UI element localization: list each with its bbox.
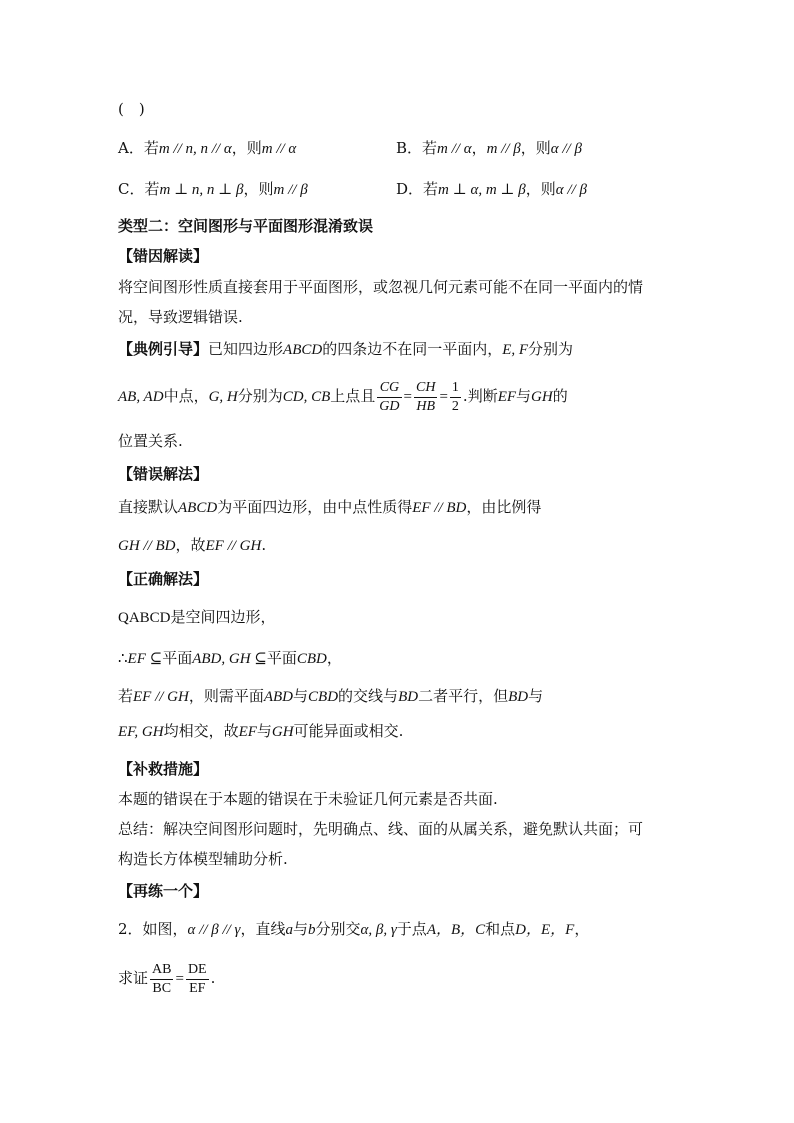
option-a-conclusion: m // α — [261, 141, 297, 157]
example-ef2: EF — [497, 389, 517, 405]
wrong-t5: . — [261, 536, 267, 554]
correct-l2-t2: 平面 — [266, 649, 297, 667]
options-row-1 — [118, 137, 754, 160]
correct-l3-t3: 与 — [293, 687, 309, 705]
example-heading: 【典例引导】 — [118, 340, 209, 358]
example-t9: 的 — [552, 387, 568, 405]
fraction-cg-num: CG — [377, 379, 401, 398]
correct-line4 — [118, 720, 754, 743]
example-t5: 分别为 — [237, 387, 283, 405]
practice-equals: = — [175, 971, 184, 987]
correct-l3-t2: ，则需平面 — [188, 687, 264, 705]
correct-l3-m1: EF // GH — [133, 689, 189, 705]
practice-t5: 于点 — [396, 920, 427, 938]
options-row-2 — [118, 178, 754, 201]
remedy-line2: 总结：解决空间图形问题时，先明确点、线、面的从属关系，避免默认共面；可 — [118, 820, 644, 838]
correct-l4-t2: 与 — [256, 722, 272, 740]
example-gh: G, H — [208, 389, 238, 405]
practice-t6: 和点 — [485, 920, 516, 938]
example-cdcb: CD, CB — [282, 389, 331, 405]
example-t2: 的四条边不在同一平面内， — [322, 340, 503, 358]
practice-t3: 与 — [293, 920, 309, 938]
correct-l2-t1: 平面 — [162, 649, 193, 667]
correct-l3-t5: 二者平行，但 — [418, 687, 509, 705]
example-t7: .判断 — [462, 387, 498, 405]
correct-l4-m1: EF, GH — [118, 724, 164, 740]
option-d-sep: ，则 — [525, 180, 556, 198]
example-line2 — [118, 376, 754, 417]
paren-text: ( ) — [118, 100, 145, 118]
example-t6: 上点且 — [330, 387, 376, 405]
practice-t7: ， — [574, 920, 590, 938]
example-gh2: GH — [531, 389, 553, 405]
option-b-conclusion: α // β — [550, 141, 582, 157]
fraction-half-den: 2 — [451, 398, 459, 414]
practice-m2: α, β, γ — [360, 922, 397, 938]
wrong-line1 — [118, 496, 754, 519]
example-line3: 位置关系. — [118, 432, 183, 450]
correct-l4-t3: 可能异面或相交. — [293, 722, 404, 740]
practice-heading: 【再练一个】 — [118, 882, 209, 900]
fraction-ab-bc — [150, 961, 173, 998]
option-a-math: m // n, n // α — [158, 141, 232, 157]
correct-l3-t6: 与 — [528, 687, 544, 705]
wrong-m2: GH // BD — [118, 538, 176, 554]
example-line1 — [118, 338, 754, 361]
option-d-conclusion: α // β — [555, 182, 587, 198]
practice-line-b: b — [308, 922, 316, 938]
fraction-ch-hb — [414, 379, 437, 416]
correct-l1-post: 是空间四边形， — [170, 608, 276, 626]
correct-l4-t1: 均相交，故 — [163, 722, 239, 740]
correct-l2-m3: CBD — [296, 651, 327, 667]
option-d — [396, 178, 587, 201]
error-reading-line1: 将空间图形性质直接套用于平面图形，或忽视几何元素可能不在同一平面内的情 — [118, 278, 644, 296]
option-d-math: m ⊥ α, m ⊥ β — [438, 182, 526, 198]
type2-title: 类型二：空间图形与平面图形混淆致误 — [118, 217, 374, 235]
example-ef: E, F — [502, 342, 529, 358]
correct-line2 — [118, 647, 754, 670]
practice-line-a: a — [285, 922, 293, 938]
correct-heading: 【正确解法】 — [118, 570, 209, 588]
wrong-t4: ，故 — [175, 536, 206, 554]
practice-m1: α // β // γ — [187, 922, 241, 938]
practice-points-def: D，E，F — [515, 922, 575, 938]
correct-l1-math: ABCD — [128, 610, 171, 626]
option-b-math1: m // α — [437, 141, 472, 157]
remedy-line3: 构造长方体模型辅助分析. — [118, 850, 288, 868]
option-a-sep: ，则 — [231, 139, 262, 157]
correct-l3-m5: BD — [508, 689, 529, 705]
wrong-heading: 【错误解法】 — [118, 465, 209, 483]
option-c-sep: ，则 — [243, 180, 274, 198]
option-c-label: C．若 — [118, 180, 160, 198]
fraction-de-num: DE — [186, 961, 209, 980]
practice-t9: . — [210, 969, 216, 987]
option-c-conclusion: m // β — [273, 182, 308, 198]
correct-l2-m1: EF ⊆ — [127, 651, 163, 667]
option-b-math2: m // β — [486, 141, 521, 157]
correct-l3-m2: ABD — [263, 689, 294, 705]
wrong-t2: 为平面四边形，由中点性质得 — [217, 498, 413, 516]
practice-points-abc: A，B，C — [426, 922, 486, 938]
option-a-label: A．若 — [118, 139, 159, 157]
wrong-m1: EF // BD — [412, 500, 467, 516]
correct-line1 — [118, 606, 754, 629]
remedy-heading: 【补救措施】 — [118, 760, 209, 778]
fraction-ch-num: CH — [414, 379, 437, 398]
equals-2: = — [439, 389, 448, 405]
correct-l3-m4: BD — [398, 689, 419, 705]
fraction-gd-den: GD — [379, 398, 400, 414]
option-b-label: B．若 — [396, 139, 438, 157]
practice-t2: ，直线 — [240, 920, 286, 938]
correct-l2-t3: ， — [326, 649, 342, 667]
option-b-sep1: ， — [471, 139, 487, 157]
example-abad: AB, AD — [118, 389, 164, 405]
option-b — [396, 137, 582, 160]
correct-l3-m3: CBD — [308, 689, 339, 705]
error-reading-line2: 况，导致逻辑错误. — [118, 308, 243, 326]
option-c — [118, 178, 396, 201]
fraction-de-ef — [186, 961, 209, 998]
correct-l3-t1: 若 — [118, 687, 134, 705]
therefore-symbol: ∴ — [118, 651, 128, 667]
fraction-hb-den: HB — [416, 398, 436, 414]
fraction-ab-num: AB — [150, 961, 173, 980]
wrong-m3: EF // GH — [205, 538, 262, 554]
practice-t8: 求证 — [118, 969, 149, 987]
example-t3: 分别为 — [528, 340, 574, 358]
practice-line2 — [118, 958, 754, 999]
error-reading-heading: 【错因解读】 — [118, 247, 209, 265]
practice-line1 — [118, 918, 754, 941]
equals-1: = — [403, 389, 412, 405]
wrong-t3: ，由比例得 — [466, 498, 542, 516]
correct-line3 — [118, 685, 754, 708]
fraction-cg-gd — [377, 379, 401, 416]
option-a — [118, 137, 396, 160]
correct-l2-m2: ABD, GH ⊆ — [192, 651, 267, 667]
fraction-half-num: 1 — [450, 379, 461, 398]
example-t1: 已知四边形 — [208, 340, 284, 358]
wrong-t1: 直接默认 — [118, 498, 179, 516]
wrong-abcd: ABCD — [178, 500, 218, 516]
remedy-line1: 本题的错误在于本题的错误在于未验证几何元素是否共面. — [118, 790, 498, 808]
option-c-math: m ⊥ n, n ⊥ β — [159, 182, 244, 198]
example-t8: 与 — [516, 387, 532, 405]
option-d-label: D．若 — [396, 180, 439, 198]
option-b-sep2: ，则 — [520, 139, 551, 157]
practice-t1: 2．如图， — [118, 920, 188, 938]
answer-paren — [118, 98, 754, 120]
practice-t4: 分别交 — [315, 920, 361, 938]
correct-l4-m3: GH — [271, 724, 294, 740]
example-abcd: ABCD — [283, 342, 323, 358]
fraction-bc-den: BC — [152, 980, 172, 996]
fraction-half — [450, 379, 461, 416]
correct-l1-pre: Q — [118, 610, 129, 626]
example-t4: 中点， — [163, 387, 209, 405]
wrong-line2 — [118, 534, 754, 557]
correct-l3-t4: 的交线与 — [338, 687, 399, 705]
fraction-ef-den: EF — [189, 980, 206, 996]
correct-l4-m2: EF — [238, 724, 257, 740]
